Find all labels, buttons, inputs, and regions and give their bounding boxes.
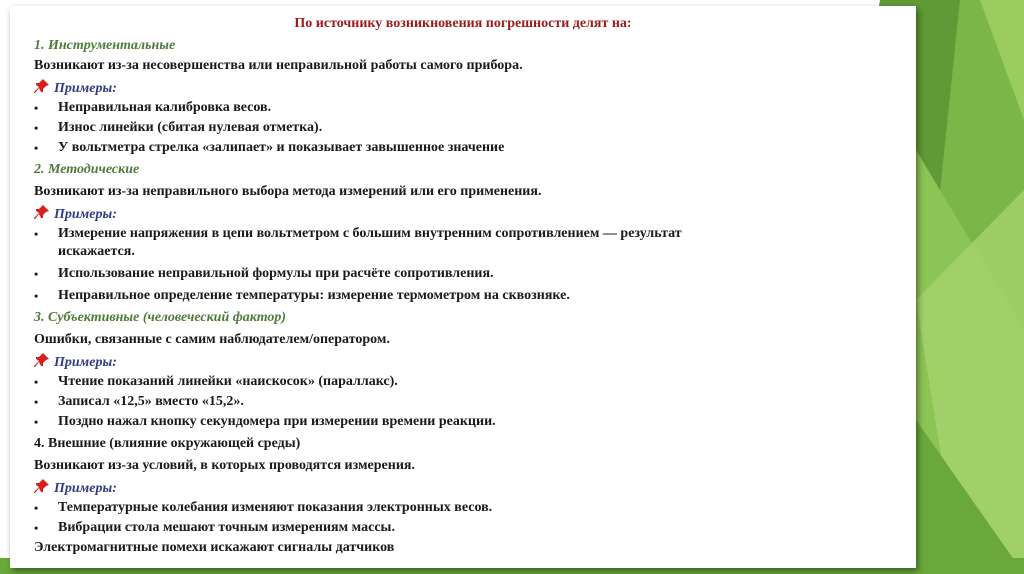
examples-label: Примеры: xyxy=(34,204,117,223)
pushpin-icon xyxy=(34,204,50,220)
examples-label: Примеры: xyxy=(34,478,117,497)
list-item: • Поздно нажал кнопку секундомера при измерении времени реакции. xyxy=(34,414,496,429)
section-heading-methodical: 2. Методические xyxy=(34,162,140,177)
examples-label: Примеры: xyxy=(34,352,117,371)
list-item: • Использование неправильной формулы при расчёте сопротивления. xyxy=(34,266,494,281)
list-item: • У вольтметра стрелка «залипает» и показывает завышенное значение xyxy=(34,140,505,155)
list-item: • Износ линейки (сбитая нулевая отметка). xyxy=(34,120,323,135)
list-item: • Чтение показаний линейки «наискосок» (параллакс). xyxy=(34,374,398,389)
page-title: По источнику возникновения погрешности делят на: xyxy=(294,16,632,31)
section-description: Возникают из-за неправильного выбора метода измерений или его применения. xyxy=(34,184,542,199)
section-description: Возникают из-за условий, в которых проводятся измерения. xyxy=(34,458,415,473)
section-footer-text: Электромагнитные помехи искажают сигналы датчиков xyxy=(34,540,395,555)
pushpin-icon xyxy=(34,78,50,94)
section-description: Возникают из-за несовершенства или неправильной работы самого прибора. xyxy=(34,58,523,73)
section-description: Ошибки, связанные с самим наблюдателем/оператором. xyxy=(34,332,390,347)
pushpin-icon xyxy=(34,352,50,368)
section-heading-external: 4. Внешние (влияние окружающей среды) xyxy=(34,436,301,451)
content-card xyxy=(10,6,916,568)
list-item: • Температурные колебания изменяют показания электронных весов. xyxy=(34,500,493,515)
list-item: • Измерение напряжения в цепи вольтметром с большим внутренним сопротивлением — результат xyxy=(34,226,682,241)
list-item: • Неправильное определение температуры: измерение термометром на сквозняке. xyxy=(34,288,570,303)
list-item-continuation: искажается. xyxy=(58,244,135,259)
list-item: • Записал «12,5» вместо «15,2». xyxy=(34,394,244,409)
pushpin-icon xyxy=(34,478,50,494)
list-item: • Неправильная калибровка весов. xyxy=(34,100,272,115)
list-item: • Вибрации стола мешают точным измерениям массы. xyxy=(34,520,395,535)
section-heading-instrumental: 1. Инструментальные xyxy=(34,38,176,53)
examples-label: Примеры: xyxy=(34,78,117,97)
section-heading-subjective: 3. Субъективные (человеческий фактор) xyxy=(34,310,287,325)
